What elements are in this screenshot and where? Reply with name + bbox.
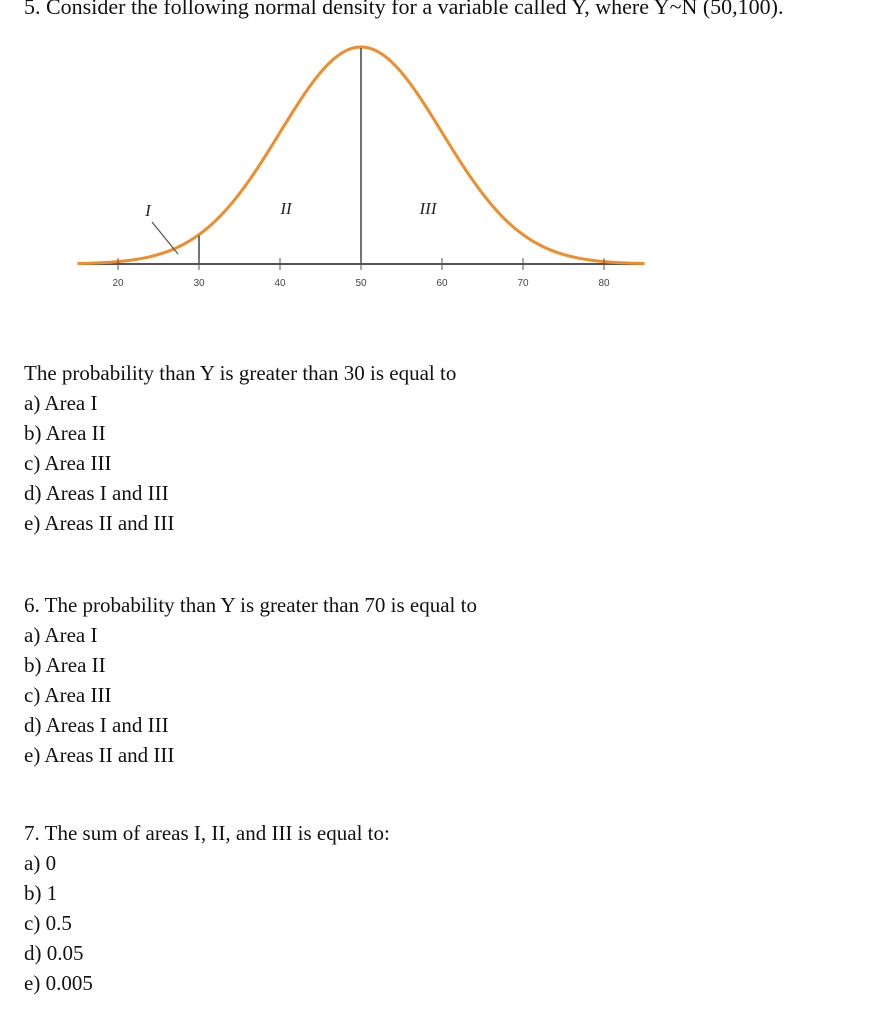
region-label-III: III: [419, 199, 437, 218]
tick-label-80: 80: [598, 278, 610, 289]
q5-option-a[interactable]: a) Area I: [24, 391, 98, 415]
question-7-block: [24, 818, 390, 998]
q5-option-c[interactable]: c) Area III: [24, 451, 112, 475]
q5-option-b[interactable]: b) Area II: [24, 421, 106, 445]
tick-label-40: 40: [274, 278, 286, 289]
q5-option-d[interactable]: d) Areas I and III: [24, 481, 169, 505]
region-label-I: I: [145, 201, 151, 220]
q6-option-a[interactable]: a) Area I: [24, 623, 98, 647]
question-6-prompt: 6. The probability than Y is greater than 70 is equal to: [24, 593, 477, 617]
tick-label-50: 50: [355, 278, 367, 289]
question-7-prompt: 7. The sum of areas I, II, and III is equal to:: [24, 821, 390, 845]
q6-option-d[interactable]: d) Areas I and III: [24, 713, 169, 737]
area-I-pointer: [152, 222, 178, 254]
region-label-II: II: [280, 199, 292, 218]
q7-option-e[interactable]: e) 0.005: [24, 971, 93, 995]
q6-option-c[interactable]: c) Area III: [24, 683, 112, 707]
tick-label-60: 60: [436, 278, 448, 289]
q5-option-e[interactable]: e) Areas II and III: [24, 511, 175, 535]
q6-option-e[interactable]: e) Areas II and III: [24, 743, 175, 767]
tick-label-30: 30: [193, 278, 205, 289]
question-5-header: 5. Consider the following normal density for a variable called Y, where Y~N (50,100).: [24, 0, 784, 19]
question-5-prompt: The probability than Y is greater than 30 is equal to: [24, 361, 457, 385]
question-5-block: [24, 358, 456, 538]
tick-label-20: 20: [112, 278, 124, 289]
q7-option-b[interactable]: b) 1: [24, 881, 58, 905]
question-6-block: [24, 590, 477, 770]
tick-label-70: 70: [517, 278, 529, 289]
q6-option-b[interactable]: b) Area II: [24, 653, 106, 677]
q7-option-c[interactable]: c) 0.5: [24, 911, 72, 935]
q7-option-a[interactable]: a) 0: [24, 851, 57, 875]
normal-density-chart: [0, 0, 894, 310]
q7-option-d[interactable]: d) 0.05: [24, 941, 84, 965]
